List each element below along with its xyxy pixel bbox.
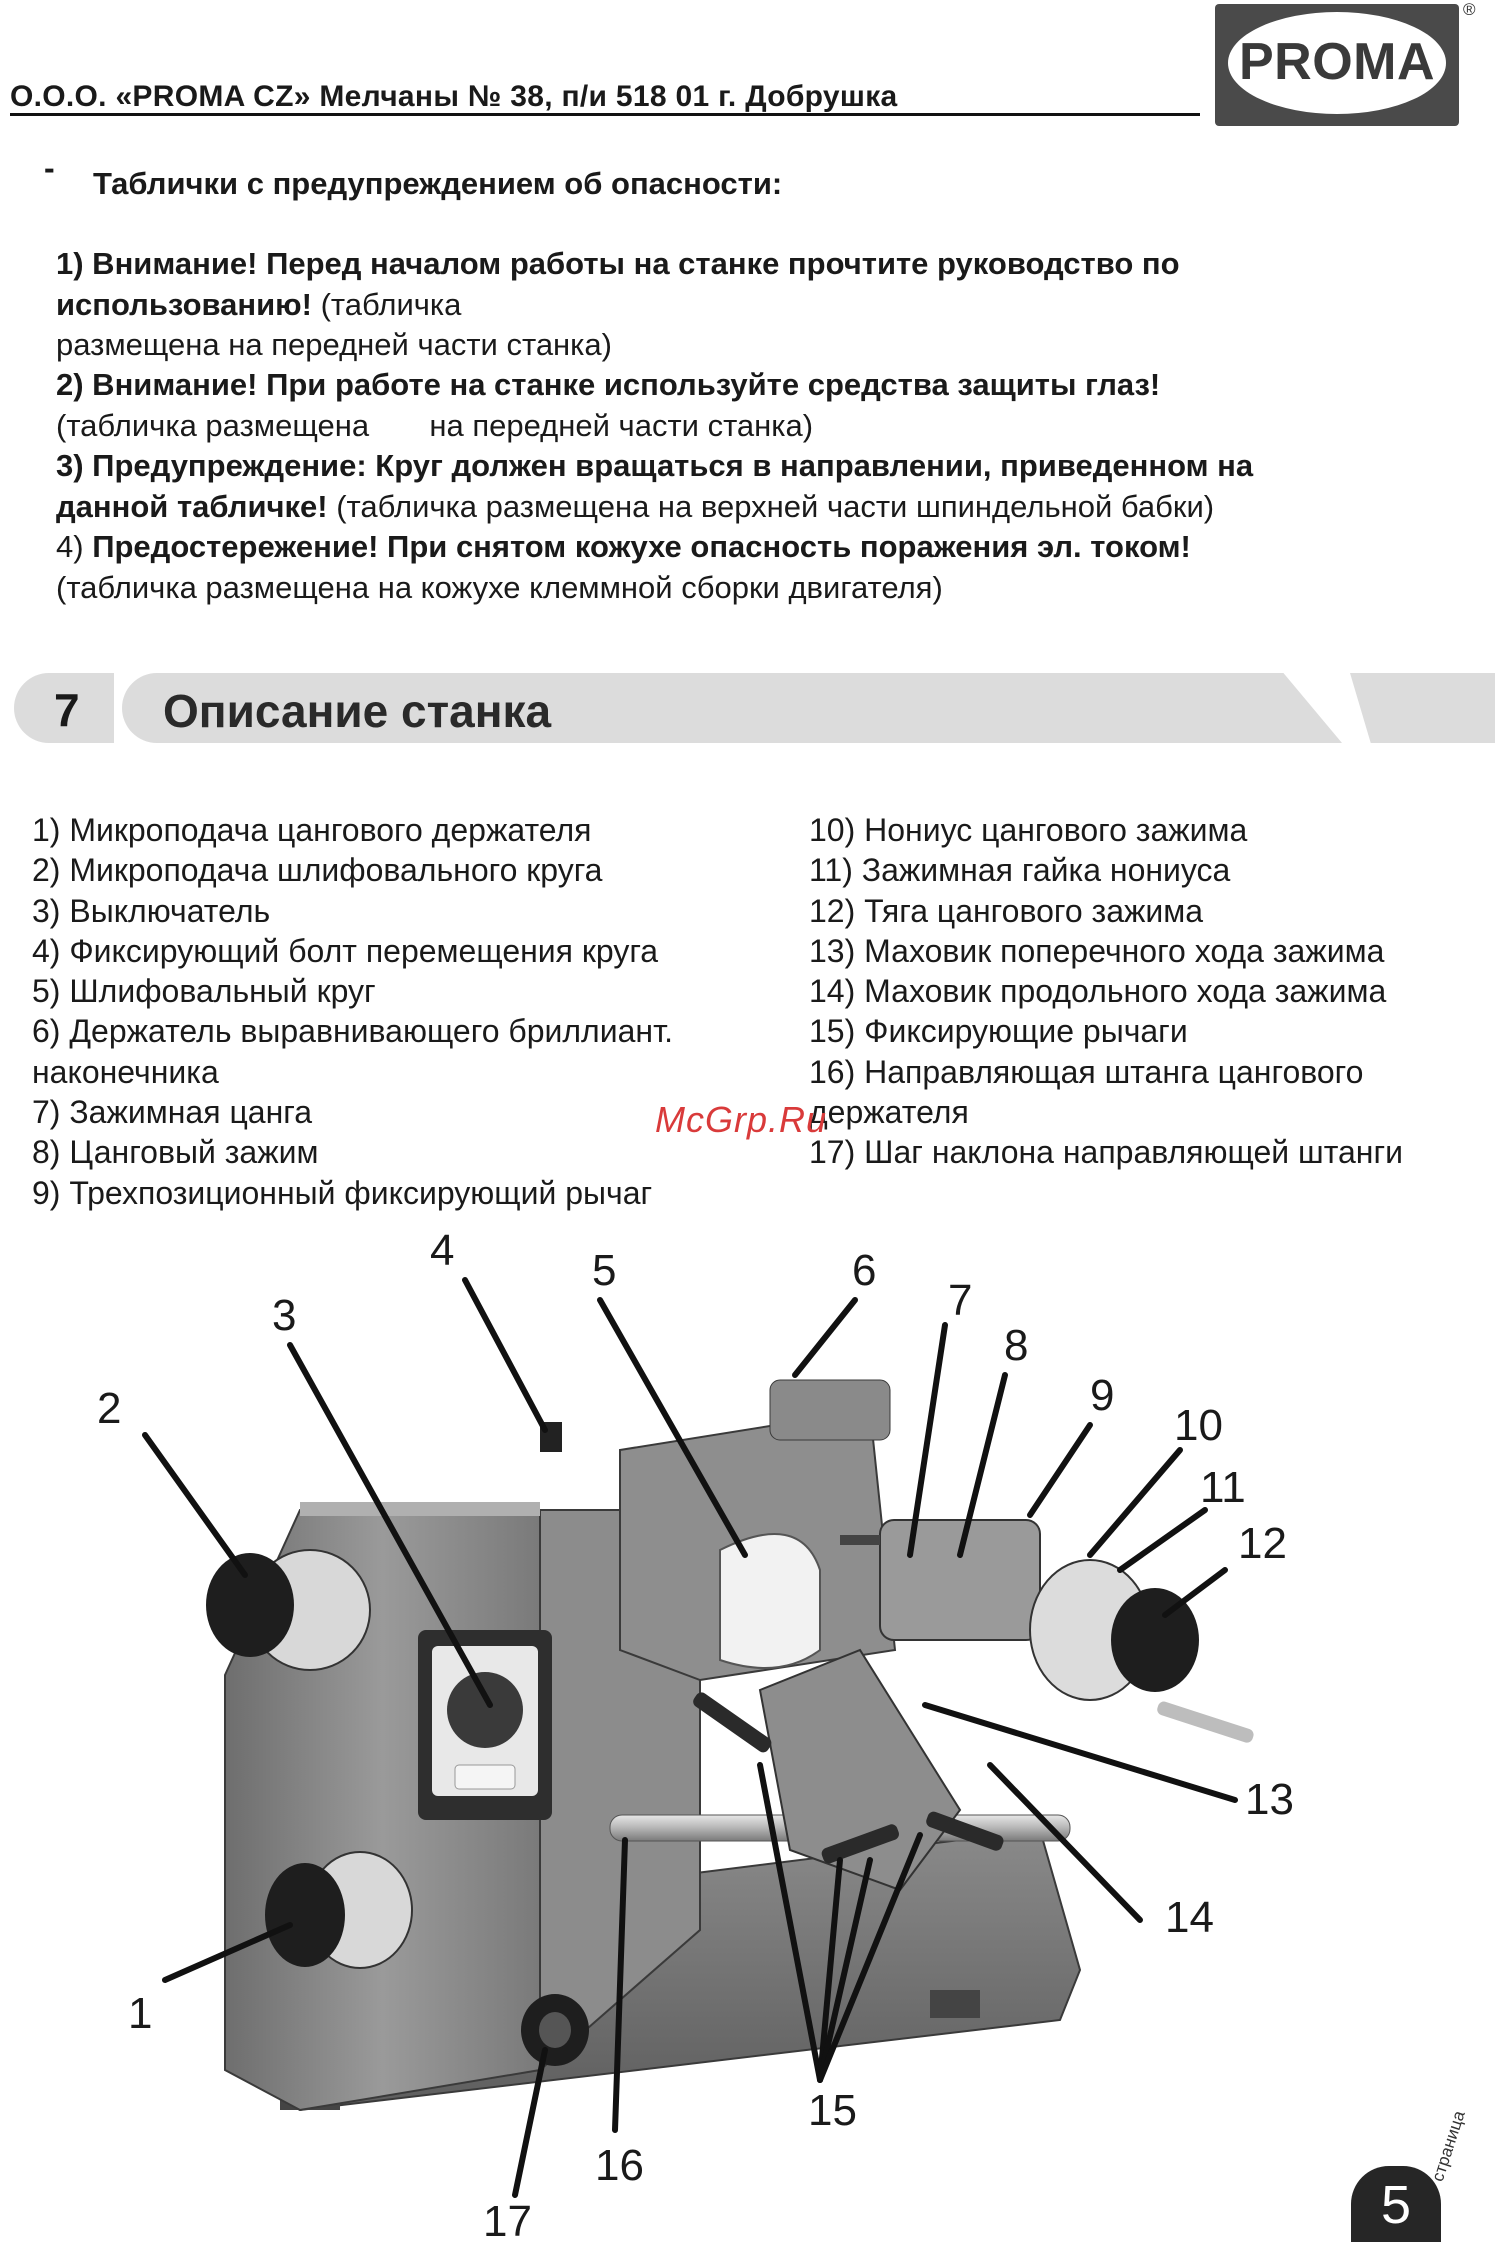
list-item: 7) Зажимная цанга <box>32 1094 312 1131</box>
callout-8: 8 <box>1004 1321 1029 1370</box>
warning-text: 2) Внимание! При работе на станке используйте средства защиты глаз! <box>56 367 1161 402</box>
warning-note: (табличка <box>311 286 462 322</box>
list-item: 12) Тяга цангового зажима <box>809 892 1204 929</box>
callout-4: 4 <box>430 1226 455 1275</box>
warning-4 <box>56 527 1476 608</box>
machine-photo <box>0 1210 1495 2240</box>
power-switch <box>418 1630 552 1820</box>
callout-15: 15 <box>808 2086 857 2135</box>
list-item: 16) Направляющая штанга цангового <box>809 1053 1364 1090</box>
list-item: 14) Маховик продольного хода зажима <box>809 973 1387 1010</box>
warning-note: (табличка размещена на кожухе клеммной сборки двигателя) <box>56 569 943 605</box>
list-item: 15) Фиксирующие рычаги <box>809 1013 1188 1050</box>
callout-7: 7 <box>948 1276 973 1325</box>
warning-text: 1) Внимание! Перед началом работы на станке прочтите руководство по <box>56 246 1180 281</box>
warning-1 <box>56 244 1476 366</box>
section-banner-end <box>1350 673 1495 743</box>
warnings-title: Таблички с предупреждением об опасности: <box>93 166 783 201</box>
registered-mark: ® <box>1463 0 1476 19</box>
callout-1: 1 <box>128 1989 153 2038</box>
page-label: страница <box>1428 2108 1469 2184</box>
parts-list-right <box>809 810 1403 1173</box>
feed-knob-upper <box>206 1550 370 1670</box>
callout-6: 6 <box>852 1246 877 1295</box>
callout-11: 11 <box>1200 1463 1246 1512</box>
list-item: 13) Маховик поперечного хода зажима <box>809 932 1385 969</box>
callout-13: 13 <box>1245 1775 1294 1824</box>
list-item: 5) Шлифовальный круг <box>32 973 376 1010</box>
list-item: держателя <box>809 1094 969 1131</box>
header-divider <box>10 113 1200 116</box>
callout-9: 9 <box>1090 1371 1115 1420</box>
callout-14: 14 <box>1165 1893 1214 1942</box>
warning-prefix: 4) <box>56 529 93 564</box>
callout-5: 5 <box>592 1246 617 1295</box>
list-item: 6) Держатель выравнивающего бриллиант. <box>32 1013 674 1050</box>
warning-text: данной табличке! <box>56 488 328 524</box>
tilt-knob <box>521 1994 589 2066</box>
list-item: 3) Выключатель <box>32 892 271 929</box>
warning-note: размещена на передней части станка) <box>56 327 612 362</box>
warning-text: Предостережение! При снятом кожухе опасность поражения эл. током! <box>92 529 1191 564</box>
callout-12: 12 <box>1238 1519 1287 1568</box>
warning-note: (табличка размещена на передней части станка) <box>56 407 814 443</box>
warning-3 <box>56 446 1476 527</box>
feed-knob-lower <box>265 1852 412 1968</box>
callout-17: 17 <box>483 2197 532 2240</box>
list-item: 9) Трехпозиционный фиксирующий рычаг <box>32 1174 653 1211</box>
warning-text: использованию! <box>56 286 312 322</box>
list-item: наконечника <box>32 1053 219 1090</box>
callout-16: 16 <box>595 2141 644 2190</box>
page-number: 5 <box>1380 2175 1412 2235</box>
list-item: 17) Шаг наклона направляющей штанги <box>809 1134 1404 1171</box>
parts-list-left <box>32 810 673 1213</box>
warning-note: (табличка размещена на верхней части шпиндельной бабки) <box>327 488 1215 524</box>
company-address: О.О.О. «PROMA CZ» Мелчаны № 38, п/и 518 01 г. Добрушка <box>10 80 898 113</box>
list-item: 4) Фиксирующий болт перемещения круга <box>32 932 659 969</box>
callout-10: 10 <box>1174 1401 1223 1450</box>
list-item: 11) Зажимная гайка нониуса <box>809 852 1231 889</box>
bullet-dash: - <box>44 150 55 186</box>
section-title: Описание станка <box>163 685 552 737</box>
section-number: 7 <box>54 684 80 736</box>
callout-2: 2 <box>97 1384 122 1433</box>
list-item: 8) Цанговый зажим <box>32 1134 319 1171</box>
logo-text: PROMA <box>1238 33 1436 91</box>
warning-text: 3) Предупреждение: Круг должен вращаться в направлении, приведенном на <box>56 448 1254 483</box>
list-item: 10) Нониус цангового зажима <box>809 812 1248 848</box>
watermark: McGrp.Ru <box>655 1099 828 1140</box>
list-item: 2) Микроподача шлифовального круга <box>32 852 603 889</box>
warning-2 <box>56 365 1476 446</box>
callout-3: 3 <box>272 1291 297 1340</box>
list-item: 1) Микроподача цангового держателя <box>32 812 592 848</box>
